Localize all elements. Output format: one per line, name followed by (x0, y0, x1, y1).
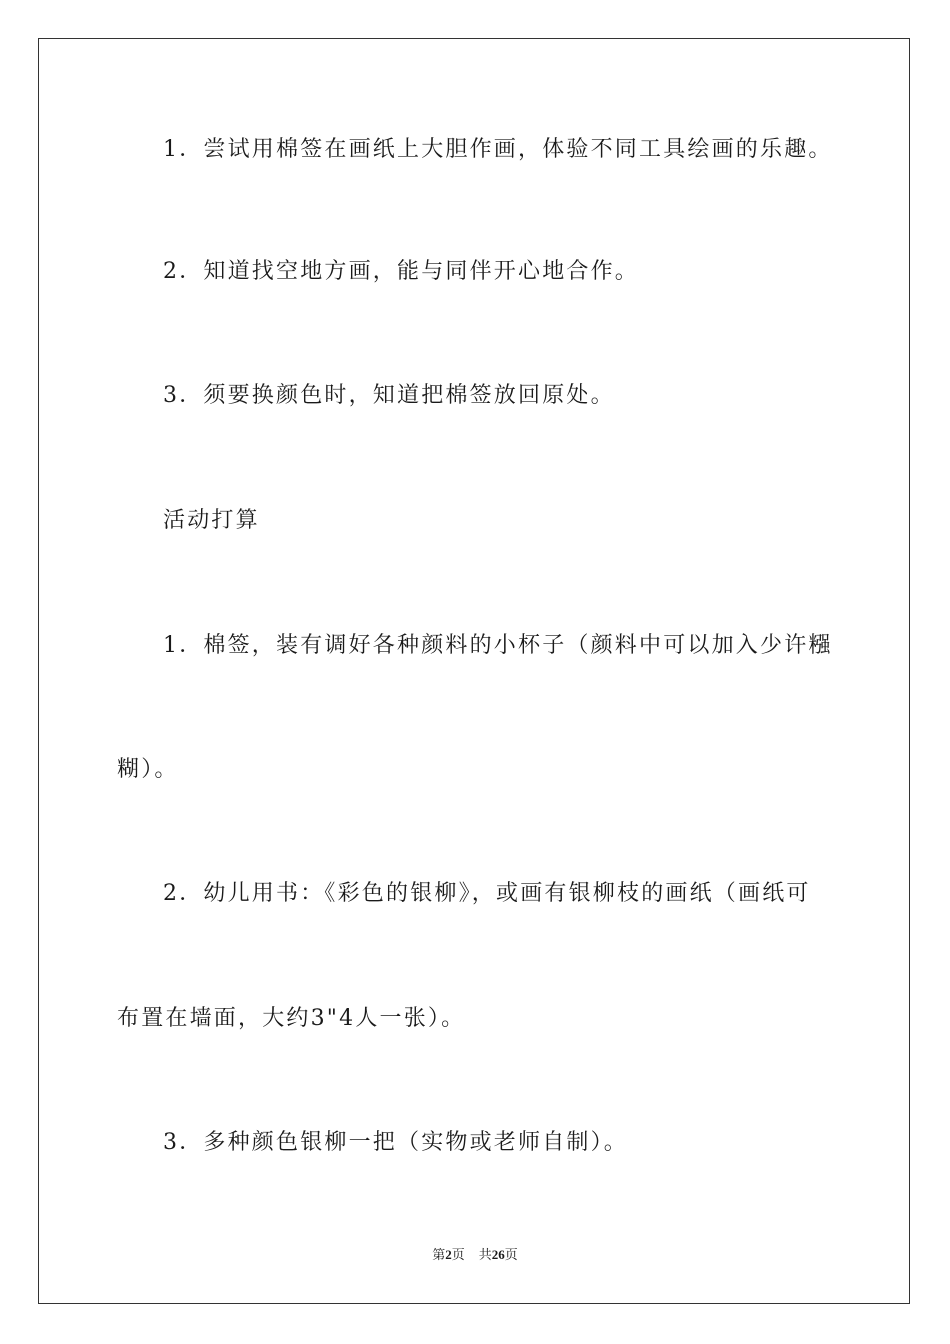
section-heading: 活动打算 (163, 508, 260, 533)
total-suffix: 页 (504, 1248, 518, 1263)
total-prefix: 共 (478, 1248, 492, 1263)
material-2-line-1: 2．幼儿用书：《彩色的银柳》，或画有银柳枝的画纸（画纸可 (163, 881, 811, 906)
objective-1: 1．尝试用棉签在画纸上大胆作画，体验不同工具绘画的乐趣。 (163, 137, 833, 162)
material-1-line-2: 糊）。 (117, 757, 179, 782)
objective-2: 2．知道找空地方画，能与同伴开心地合作。 (163, 259, 639, 284)
page-prefix: 第 (432, 1248, 446, 1263)
total-pages-number: 26 (491, 1247, 505, 1262)
current-page-number: 2 (445, 1247, 452, 1262)
material-1-line-1: 1．棉签，装有调好各种颜料的小杯子（颜料中可以加入少许糨 (163, 633, 833, 658)
objective-3: 3．须要换颜色时，知道把棉签放回原处。 (163, 383, 615, 408)
material-3: 3．多种颜色银柳一把（实物或老师自制）。 (163, 1130, 628, 1155)
page-footer (0, 1246, 950, 1265)
page-suffix: 页 (451, 1248, 465, 1263)
page-frame (38, 38, 910, 1304)
material-2-line-2: 布置在墙面，大约3"4人一张）。 (117, 1006, 466, 1031)
